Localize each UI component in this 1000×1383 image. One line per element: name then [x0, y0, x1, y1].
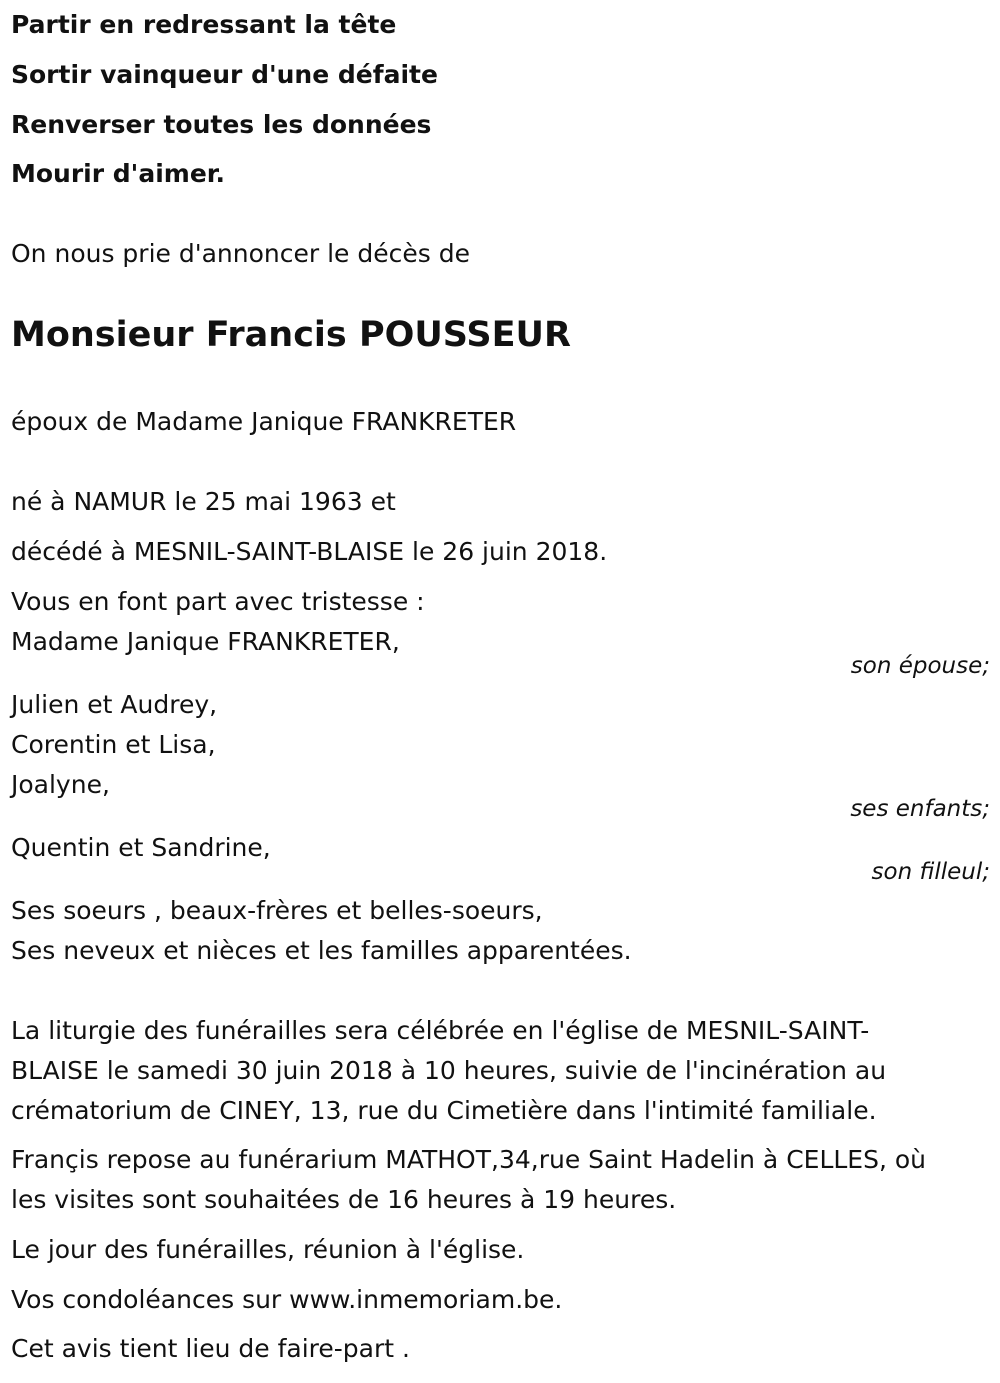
deceased-name: Monsieur Francis POUSSEUR	[11, 315, 571, 355]
extended-family-line: Ses neveux et nièces et les familles apparentées.	[11, 936, 632, 965]
spouse-line: époux de Madame Janique FRANKRETER	[11, 407, 517, 436]
notice-line: Cet avis tient lieu de faire-part .	[11, 1334, 410, 1363]
poem-line: Renverser toutes les données	[11, 110, 432, 139]
visitation-line: les visites sont souhaitées de 16 heures à 19 heures.	[11, 1185, 677, 1214]
family-member: Corentin et Lisa,	[11, 730, 216, 759]
meeting-line: Le jour des funérailles, réunion à l'église.	[11, 1235, 525, 1264]
poem-line: Sortir vainqueur d'une défaite	[11, 60, 438, 89]
birth-line: né à NAMUR le 25 mai 1963 et	[11, 487, 396, 516]
ceremony-line: BLAISE le samedi 30 juin 2018 à 10 heures, suivie de l'incinération au	[11, 1056, 887, 1085]
visitation-line: Françis repose au funérarium MATHOT,34,rue Saint Hadelin à CELLES, où	[11, 1145, 927, 1174]
relation-label: ses enfants;	[850, 796, 990, 822]
extended-family-line: Ses soeurs , beaux-frères et belles-soeurs,	[11, 896, 543, 925]
family-member: Quentin et Sandrine,	[11, 833, 271, 862]
family-member: Madame Janique FRANKRETER,	[11, 627, 400, 656]
family-member: Joalyne,	[11, 770, 110, 799]
death-line: décédé à MESNIL-SAINT-BLAISE le 26 juin 2018.	[11, 537, 608, 566]
announcement-intro: On nous prie d'annoncer le décès de	[11, 239, 470, 268]
poem-line: Partir en redressant la tête	[11, 10, 397, 39]
ceremony-line: La liturgie des funérailles sera célébrée en l'église de MESNIL-SAINT-	[11, 1016, 870, 1045]
condolences-line: Vos condoléances sur www.inmemoriam.be.	[11, 1285, 563, 1314]
poem-line: Mourir d'aimer.	[11, 159, 226, 188]
family-member: Julien et Audrey,	[11, 690, 218, 719]
relation-label: son filleul;	[871, 859, 990, 885]
relation-label: son épouse;	[850, 653, 990, 679]
family-intro: Vous en font part avec tristesse :	[11, 587, 425, 616]
ceremony-line: crématorium de CINEY, 13, rue du Cimetière dans l'intimité familiale.	[11, 1096, 877, 1125]
